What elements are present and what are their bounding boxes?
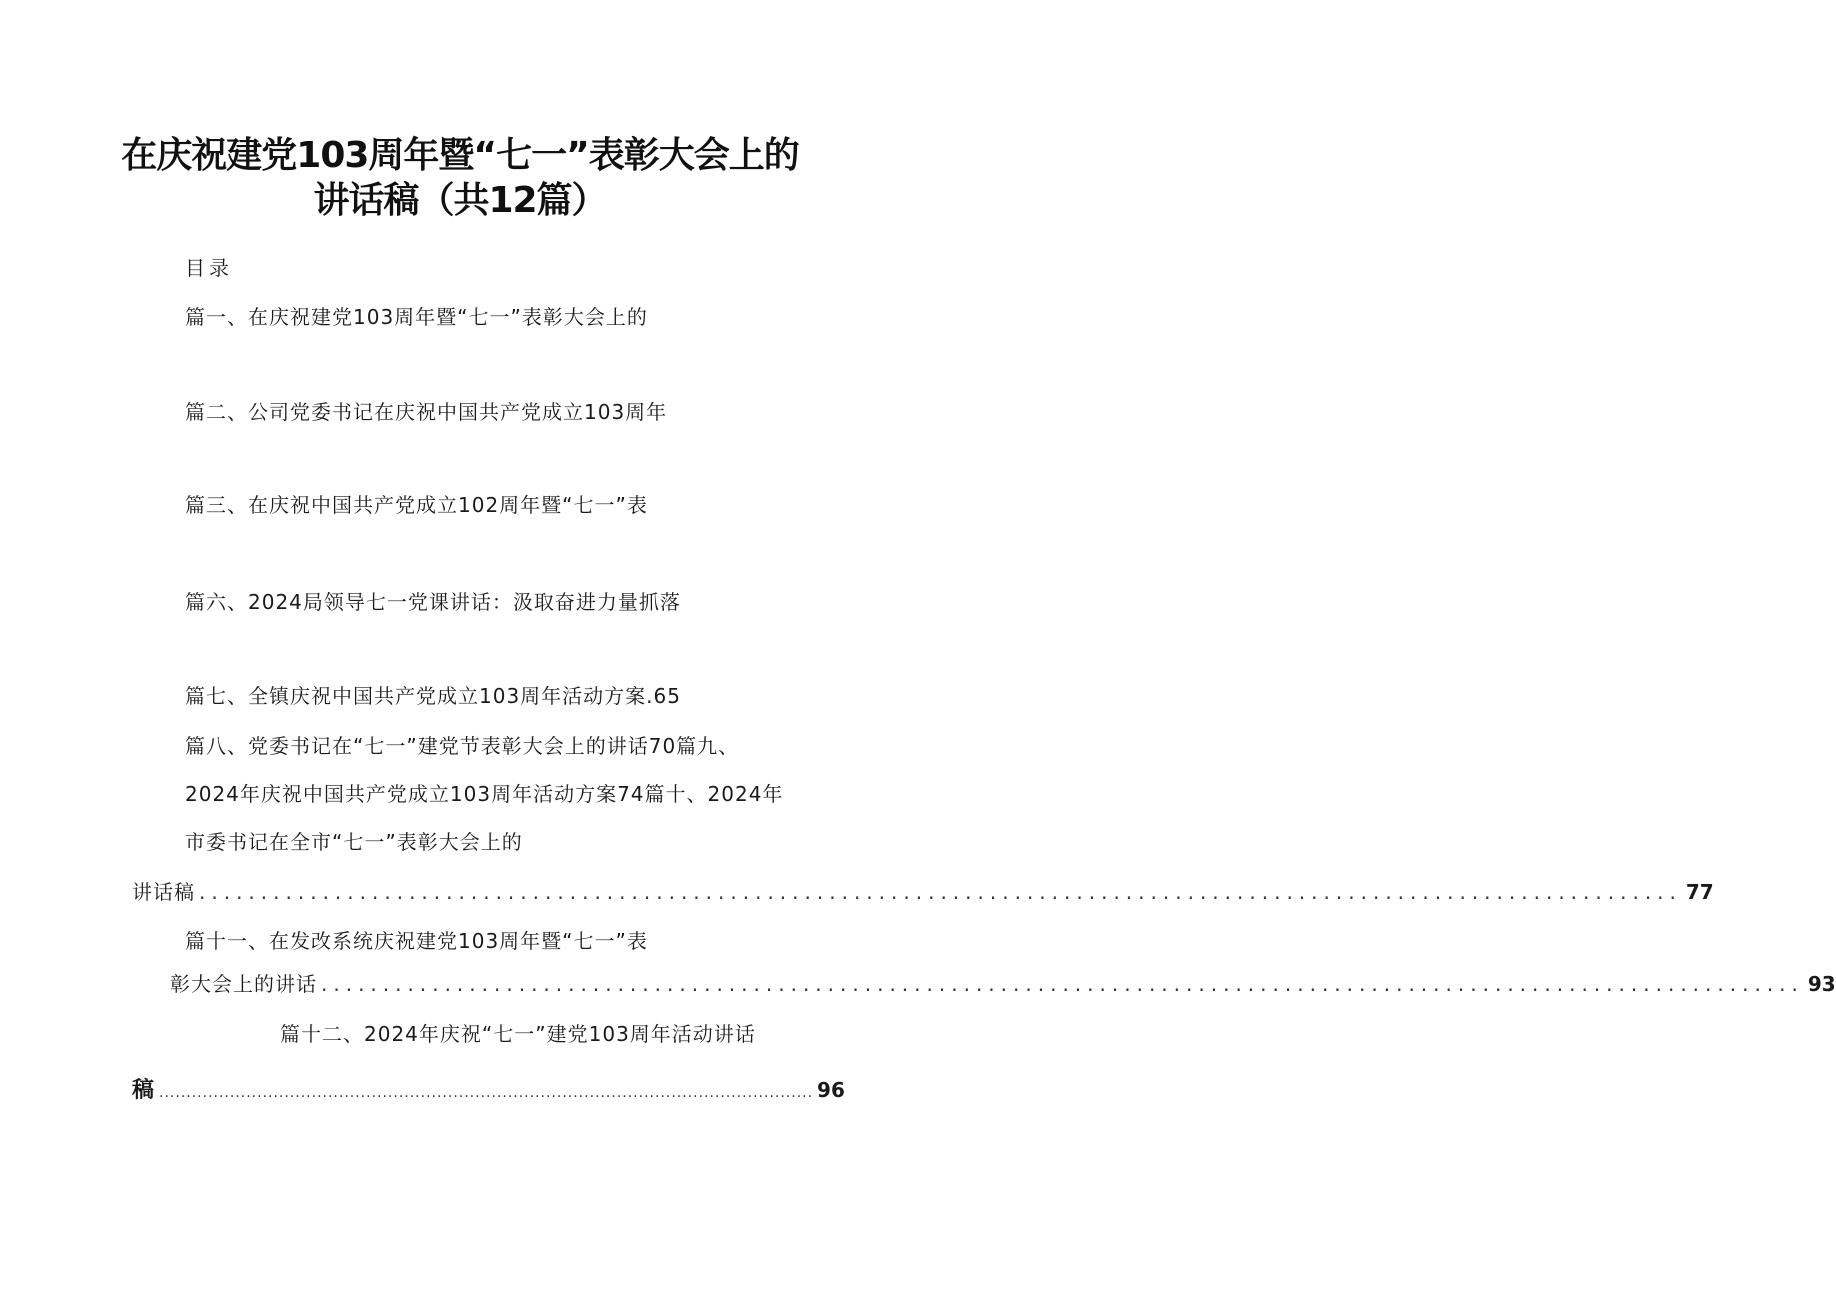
toc-entry-11[interactable]: 篇十一、在发改系统庆祝建党103周年暨“七一”表 — [185, 929, 648, 953]
toc-entry-7[interactable]: 篇七、全镇庆祝中国共产党成立103周年活动方案.65 — [185, 684, 681, 708]
toc-entry-10-leader-row[interactable] — [132, 880, 1714, 904]
toc-entry-9[interactable]: 2024年庆祝中国共产党成立103周年活动方案74篇十、2024年 — [185, 782, 784, 806]
document-title-line-2: 讲话稿（共12篇） — [313, 180, 607, 221]
toc-entry-6[interactable]: 篇六、2024局领导七一党课讲话：汲取奋进力量抓落 — [185, 590, 681, 614]
toc-heading: 目录 — [185, 256, 233, 280]
toc-entry-12-cont: 稿 — [132, 1078, 156, 1103]
toc-entry-2[interactable]: 篇二、公司党委书记在庆祝中国共产党成立103周年 — [185, 400, 668, 424]
dot-leader: ........................................................................................................................ — [159, 1085, 814, 1101]
page-number: 93 — [1807, 972, 1836, 996]
toc-entry-1[interactable]: 篇一、在庆祝建党103周年暨“七一”表彰大会上的 — [185, 305, 648, 329]
toc-entry-12[interactable]: 篇十二、2024年庆祝“七一”建党103周年活动讲话 — [280, 1022, 756, 1046]
toc-entry-11-cont: 彰大会上的讲话 — [170, 972, 317, 996]
toc-entry-12-leader-row[interactable] — [132, 1078, 845, 1103]
document-title-line-1: 在庆祝建党103周年暨“七一”表彰大会上的 — [121, 135, 799, 176]
page-number: 77 — [1685, 880, 1714, 904]
toc-entry-3[interactable]: 篇三、在庆祝中国共产党成立102周年暨“七一”表 — [185, 493, 648, 517]
dot-leader: ........................................................................................................................ — [321, 972, 1804, 996]
toc-entry-11-leader-row[interactable] — [170, 972, 1836, 996]
toc-entry-10-cont: 讲话稿 — [132, 880, 195, 904]
toc-entry-10[interactable]: 市委书记在全市“七一”表彰大会上的 — [185, 830, 523, 854]
toc-entry-8[interactable]: 篇八、党委书记在“七一”建党节表彰大会上的讲话70篇九、 — [185, 734, 740, 758]
page-number: 96 — [817, 1078, 845, 1102]
dot-leader: ........................................................................................................................ — [199, 880, 1682, 904]
